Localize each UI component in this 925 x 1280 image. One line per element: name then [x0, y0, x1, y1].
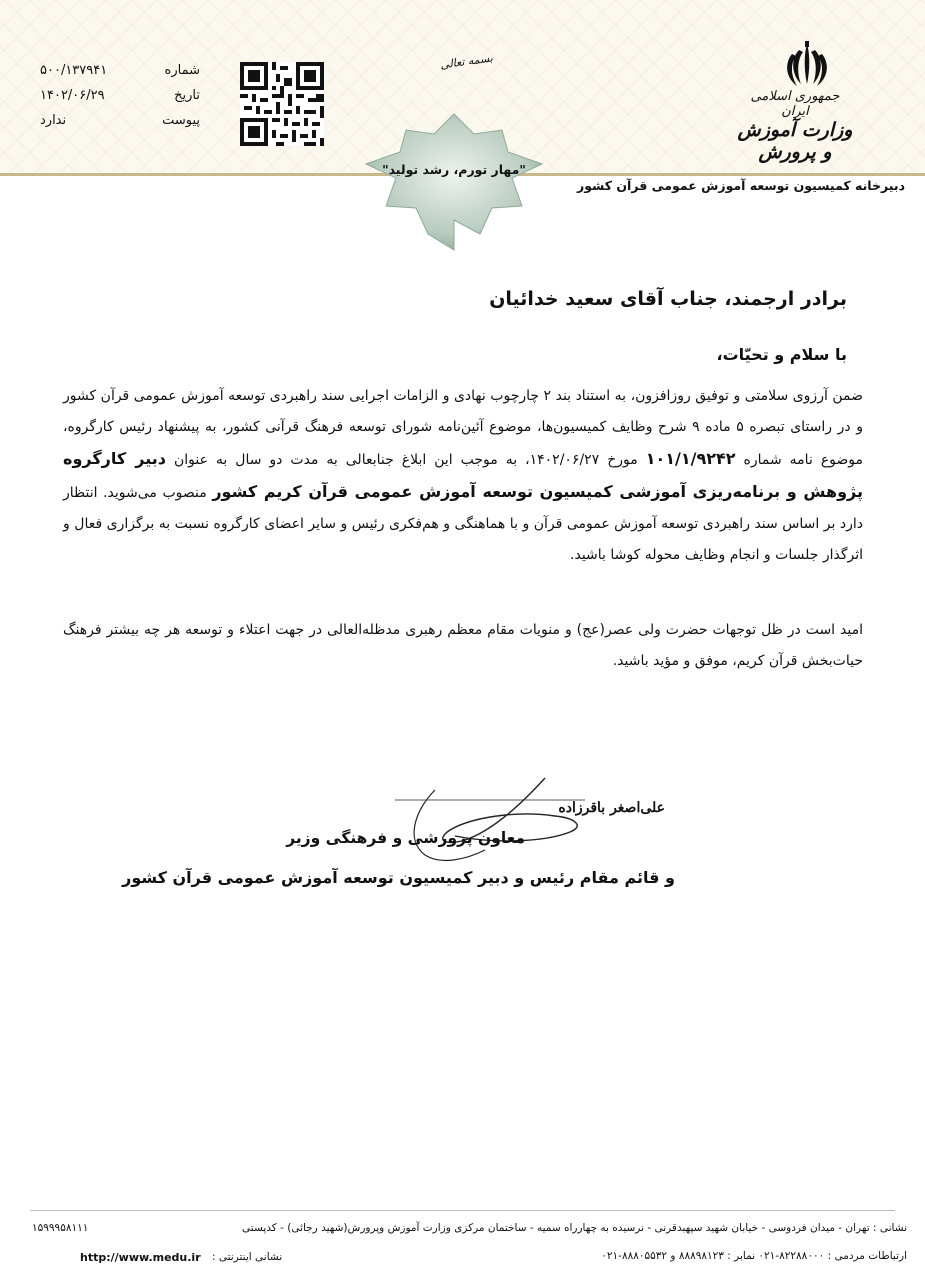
- greeting: با سلام و تحیّات،: [716, 345, 847, 364]
- meta-number-row: [40, 58, 200, 83]
- para1-appointment-title: دبیر کارگروه پژوهش و برنامه‌ریزی آموزشی کمیسیون توسعه آموزش عمومی قرآن کریم کشور: [63, 449, 864, 501]
- basmala: بسمه تعالی: [439, 51, 494, 72]
- footer-web-label: نشانی اینترنتی :: [212, 1251, 283, 1263]
- attachment-label: پیوست: [162, 113, 200, 128]
- date-label: تاریخ: [174, 88, 200, 103]
- signer-title-1: معاون پرورشی و فرهنگی وزیر: [286, 829, 525, 847]
- signer-name: علی‌اصغر باقرزاده: [558, 800, 665, 816]
- para1-part-b: مورخ ۱۴۰۲/۰۶/۲۷، به موجب این ابلاغ جنابعالی به مدت دو سال به عنوان: [173, 452, 638, 468]
- salutation: برادر ارجمند، جناب آقای سعید خدائیان: [489, 288, 847, 310]
- secretariat-title: دبیرخانه کمیسیون توسعه آموزش عمومی قرآن کشور: [577, 178, 905, 193]
- footer-contacts: ارتباطات مردمی : ۸۲۲۸۸۰۰۰-۰۲۱ نمابر : ۸۸۸۹۸۱۲۳ و ۸۸۸۰۵۵۳۲-۰۲۱: [601, 1250, 907, 1262]
- signer-title-2: و قائم مقام رئیس و دبیر کمیسیون توسعه آموزش عمومی قرآن کشور: [122, 868, 675, 887]
- iran-emblem-icon: [777, 40, 837, 90]
- para1-part-c: منصوب می‌شوید. انتظار دارد بر اساس سند راهبردی توسعه آموزش عمومی قرآن و با هماهنگی و هم‌فکری رئیس و سایر اعضای کارگروه نسبت به برگزاری فعال و اثرگذار جلسات و انجام وظایف محوله کوشا باشید.: [63, 485, 863, 563]
- footer-postal-code: ۱۵۹۹۹۵۸۱۱۱: [32, 1222, 89, 1234]
- footer-divider: [30, 1210, 895, 1211]
- meta-date-row: [40, 83, 200, 108]
- para1-part-a: ضمن آرزوی سلامتی و توفیق روزافزون، به استناد بند ۲ چارچوب نهادی و الزامات اجرایی سند راهبردی توسعه آموزش عمومی قرآن کشور و در راستای تبصره ۵ ماده ۹ شرح وظایف کمیسیون‌ها، موضوع آئین‌نامه شورای توسعه فرهنگ قرآنی کشور، به پیشنهاد رئیس کارگروه، موضوع نامه شماره: [63, 388, 864, 468]
- slogan-medallion: [362, 112, 546, 252]
- qr-code-icon[interactable]: [240, 62, 324, 146]
- footer-website-link[interactable]: http://www.medu.ir: [80, 1251, 201, 1264]
- number-value: ۵۰۰/۱۳۷۹۴۱: [40, 63, 108, 78]
- meta-attachment-row: [40, 108, 200, 133]
- slogan-text: "مهار تورم، رشد تولید": [382, 162, 526, 177]
- para1-letter-number: ۱۰۱/۱/۹۲۴۲: [645, 449, 736, 468]
- footer-address: نشانی : تهران - میدان فردوسی - خیابان شهید سپهبدقرنی - نرسیده به چهارراه سمیه - ساختمان مرکزی وزارت آموزش وپرورش(شهید رجائی) - کدپستی: [242, 1222, 907, 1234]
- body-paragraph-2: امید است در ظل توجهات حضرت ولی عصر(عج) و منویات مقام معظم رهبری مدظله‌العالی در جهت اعتلاء و توسعه هر چه بیشتر فرهنگ حیات‌بخش قرآن کریم، موفق و مؤید باشید.: [63, 622, 863, 669]
- ministry-line2: وزارت آموزش و پرورش: [737, 118, 853, 163]
- handwritten-signature-icon: [375, 770, 605, 880]
- ministry-line1: جمهوری اسلامی ایران: [750, 89, 840, 119]
- number-label: شماره: [164, 63, 200, 78]
- ministry-logo-text: [735, 90, 855, 164]
- attachment-value: ندارد: [40, 113, 67, 128]
- body-paragraph-1: [63, 381, 863, 571]
- date-value: ۱۴۰۲/۰۶/۲۹: [40, 88, 105, 103]
- letter-meta: [40, 58, 200, 133]
